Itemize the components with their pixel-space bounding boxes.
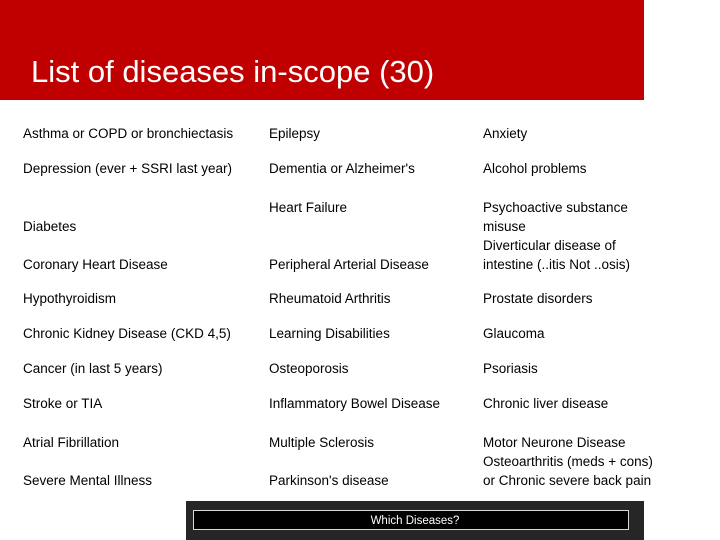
disease-item: or Chronic severe back pain — [483, 473, 652, 488]
disease-item: Osteoporosis — [269, 361, 349, 376]
disease-item: Chronic liver disease — [483, 396, 609, 411]
disease-item: Cancer (in last 5 years) — [23, 361, 163, 376]
footer-bar — [186, 501, 644, 540]
disease-item: Prostate disorders — [483, 291, 593, 306]
disease-item: Anxiety — [483, 126, 528, 141]
disease-item: Glaucoma — [483, 326, 545, 341]
disease-item: Rheumatoid Arthritis — [269, 291, 391, 306]
disease-item: Peripheral Arterial Disease — [269, 257, 429, 272]
disease-item: Diabetes — [23, 219, 77, 234]
disease-item: Multiple Sclerosis — [269, 435, 375, 450]
page-title: List of diseases in-scope (30) — [31, 54, 435, 89]
disease-item: Inflammatory Bowel Disease — [269, 396, 441, 411]
disease-item: Chronic Kidney Disease (CKD 4,5) — [23, 326, 231, 341]
disease-item: Osteoarthritis (meds + cons) — [483, 454, 653, 469]
disease-item: Epilepsy — [269, 126, 321, 141]
disease-item: intestine (..itis Not ..osis) — [483, 257, 631, 272]
disease-item: misuse — [483, 219, 526, 234]
disease-item: Asthma or COPD or bronchiectasis — [23, 126, 234, 141]
disease-item: Dementia or Alzheimer's — [269, 161, 415, 176]
footer-label: Which Diseases? — [370, 515, 460, 527]
disease-item: Diverticular disease of — [483, 238, 616, 253]
disease-item: Parkinson's disease — [269, 473, 389, 488]
disease-item: Depression (ever + SSRI last year) — [23, 161, 232, 176]
title-bar — [0, 0, 644, 100]
disease-item: Atrial Fibrillation — [23, 435, 120, 450]
disease-item: Motor Neurone Disease — [483, 435, 626, 450]
disease-item: Alcohol problems — [483, 161, 587, 176]
disease-item: Learning Disabilities — [269, 326, 390, 341]
disease-item: Psoriasis — [483, 361, 538, 376]
disease-item: Stroke or TIA — [23, 396, 103, 411]
disease-item: Hypothyroidism — [23, 291, 117, 306]
disease-item: Coronary Heart Disease — [23, 257, 168, 272]
disease-item: Severe Mental Illness — [23, 473, 153, 488]
disease-item: Heart Failure — [269, 200, 348, 215]
disease-item: Psychoactive substance — [483, 200, 628, 215]
